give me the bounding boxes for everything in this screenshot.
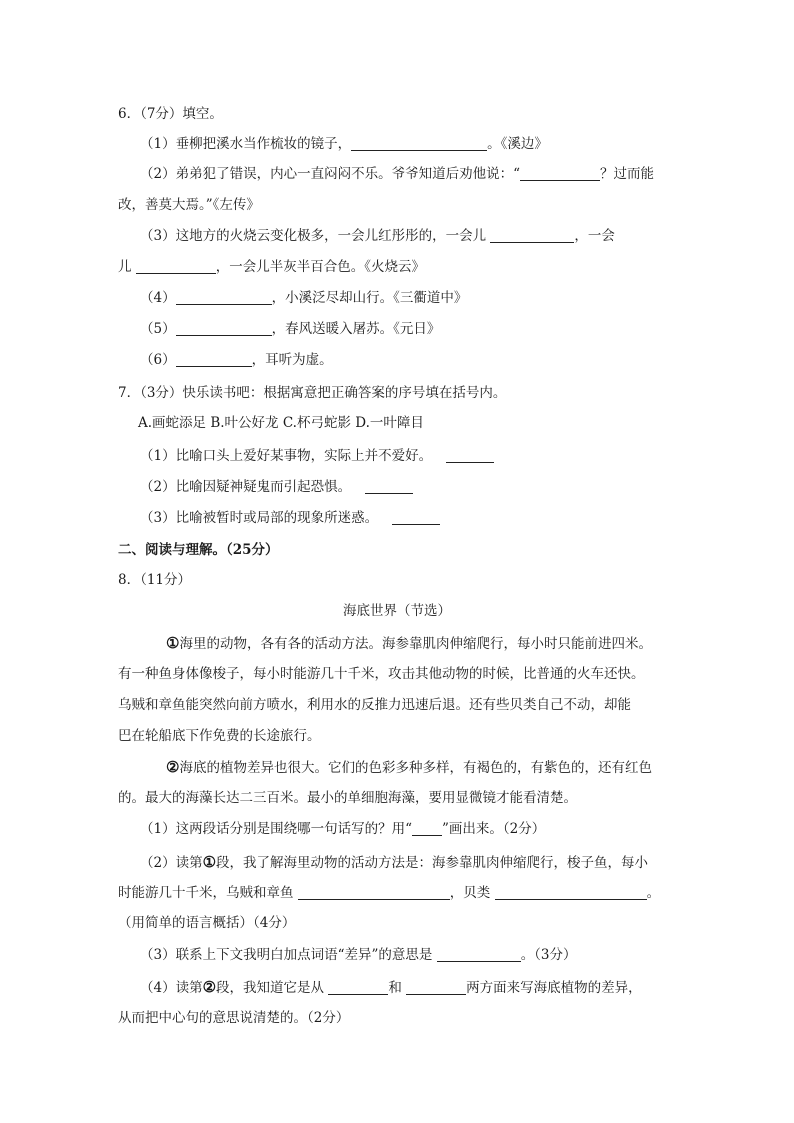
section-2-heading: 二、阅读与理解。（25分） bbox=[118, 542, 279, 558]
passage-p1-line-1: ①海里的动物，各有各的活动方法。海参靠肌肉伸缩爬行，每小时只能前进四米。 bbox=[166, 634, 652, 652]
q8-blank-4a[interactable] bbox=[328, 980, 388, 995]
q8-sub-3: （3）联系上下文我明白加点词语“差异”的意思是 。（3分） bbox=[140, 947, 577, 963]
q7-blank-3[interactable] bbox=[392, 510, 440, 525]
q7-item-2: （2）比喻因疑神疑鬼而引起恐惧。 bbox=[140, 477, 413, 497]
q6-blank-2[interactable] bbox=[520, 166, 600, 181]
q6-blank-5[interactable] bbox=[176, 321, 272, 336]
q7-blank-2[interactable] bbox=[365, 479, 413, 494]
q8-heading: 8．（11分） bbox=[118, 572, 192, 588]
q8-underline-sample bbox=[412, 821, 442, 836]
q8-sub-2-line-2: 时能游几十千米，乌贼和章鱼 ，贝类 。 bbox=[118, 885, 661, 901]
q8-sub-2-line-3: （用简单的语言概括）（4分） bbox=[118, 915, 296, 931]
q7-options: A.画蛇添足 B.叶公好龙 C.杯弓蛇影 D.一叶障目 bbox=[138, 415, 424, 431]
q8-blank-3[interactable] bbox=[437, 947, 521, 962]
q8-sub-2: （2）读第①段，我了解海里动物的活动方法是：海参靠肌肉伸缩爬行，梭子鱼，每小 bbox=[140, 853, 649, 871]
q6-blank-1[interactable] bbox=[351, 136, 487, 151]
q7-blank-1[interactable] bbox=[446, 448, 494, 463]
q8-sub-4: （4）读第②段，我知道它是从 和 两方面来写海底植物的差异， bbox=[140, 978, 642, 996]
q6-blank-3b[interactable] bbox=[136, 259, 216, 274]
q6-blank-3a[interactable] bbox=[490, 228, 574, 243]
paragraph-2-marker: ② bbox=[166, 758, 180, 776]
q6-blank-6[interactable] bbox=[176, 352, 252, 367]
q6-item-3: （3）这地方的火烧云变化极多，一会儿红彤彤的，一会儿 ，一会 bbox=[140, 228, 615, 244]
passage-title: 海底世界（节选） bbox=[343, 603, 451, 619]
q6-item-3-cont: 儿 ，一会儿半灰半百合色。《火烧云》 bbox=[118, 259, 426, 275]
passage-p1-line-4: 巴在轮船底下作免费的长途旅行。 bbox=[118, 728, 321, 744]
passage-p2-line-2: 的。最大的海藻长达二三百米。最小的单细胞海藻，要用显微镜才能看清楚。 bbox=[118, 790, 577, 806]
passage-p1-line-2: 有一种鱼身体像梭子，每小时能游几十千米，攻击其他动物的时候，比普通的火车还快。 bbox=[118, 666, 645, 682]
q7-heading: 7．（3分）快乐读书吧：根据寓意把正确答案的序号填在括号内。 bbox=[118, 385, 507, 401]
q8-blank-2b[interactable] bbox=[495, 885, 647, 900]
passage-p2-line-1: ②海底的植物差异也很大。它们的色彩多种多样，有褐色的，有紫色的，还有红色 bbox=[166, 758, 652, 776]
passage-p1-line-3: 乌贼和章鱼能突然向前方喷水，利用水的反推力迅速后退。还有些贝类自己不动，却能 bbox=[118, 697, 631, 713]
paragraph-1-marker: ① bbox=[166, 634, 180, 652]
q7-item-1: （1）比喻口头上爱好某事物，实际上并不爱好。 bbox=[140, 446, 494, 466]
q6-item-2: （2）弟弟犯了错误，内心一直闷闷不乐。爷爷知道后劝他说：“ ？过而能 bbox=[140, 166, 654, 182]
q6-item-4: （4） ，小溪泛尽却山行。《三衢道中》 bbox=[140, 290, 468, 306]
q6-item-1: （1）垂柳把溪水当作梳妆的镜子， 。《溪边》 bbox=[140, 136, 548, 152]
q6-item-6: （6） ，耳听为虚。 bbox=[140, 352, 333, 368]
q6-blank-4[interactable] bbox=[176, 290, 272, 305]
q8-blank-2a[interactable] bbox=[298, 885, 450, 900]
q8-sub-4-line-2: 从而把中心句的意思说清楚的。（2分） bbox=[118, 1010, 350, 1026]
q8-sub-1: （1）这两段话分别是围绕哪一句话写的？用“ ”画出来。（2分） bbox=[140, 821, 546, 837]
q7-item-3: （3）比喻被暂时或局部的现象所迷惑。 bbox=[140, 508, 440, 528]
q6-heading: 6．（7分）填空。 bbox=[118, 106, 223, 122]
q8-blank-4b[interactable] bbox=[406, 980, 466, 995]
q6-item-2-cont: 改，善莫大焉。”《左传》 bbox=[118, 197, 260, 213]
q6-item-5: （5） ，春风送暖入屠苏。《元日》 bbox=[140, 321, 441, 337]
